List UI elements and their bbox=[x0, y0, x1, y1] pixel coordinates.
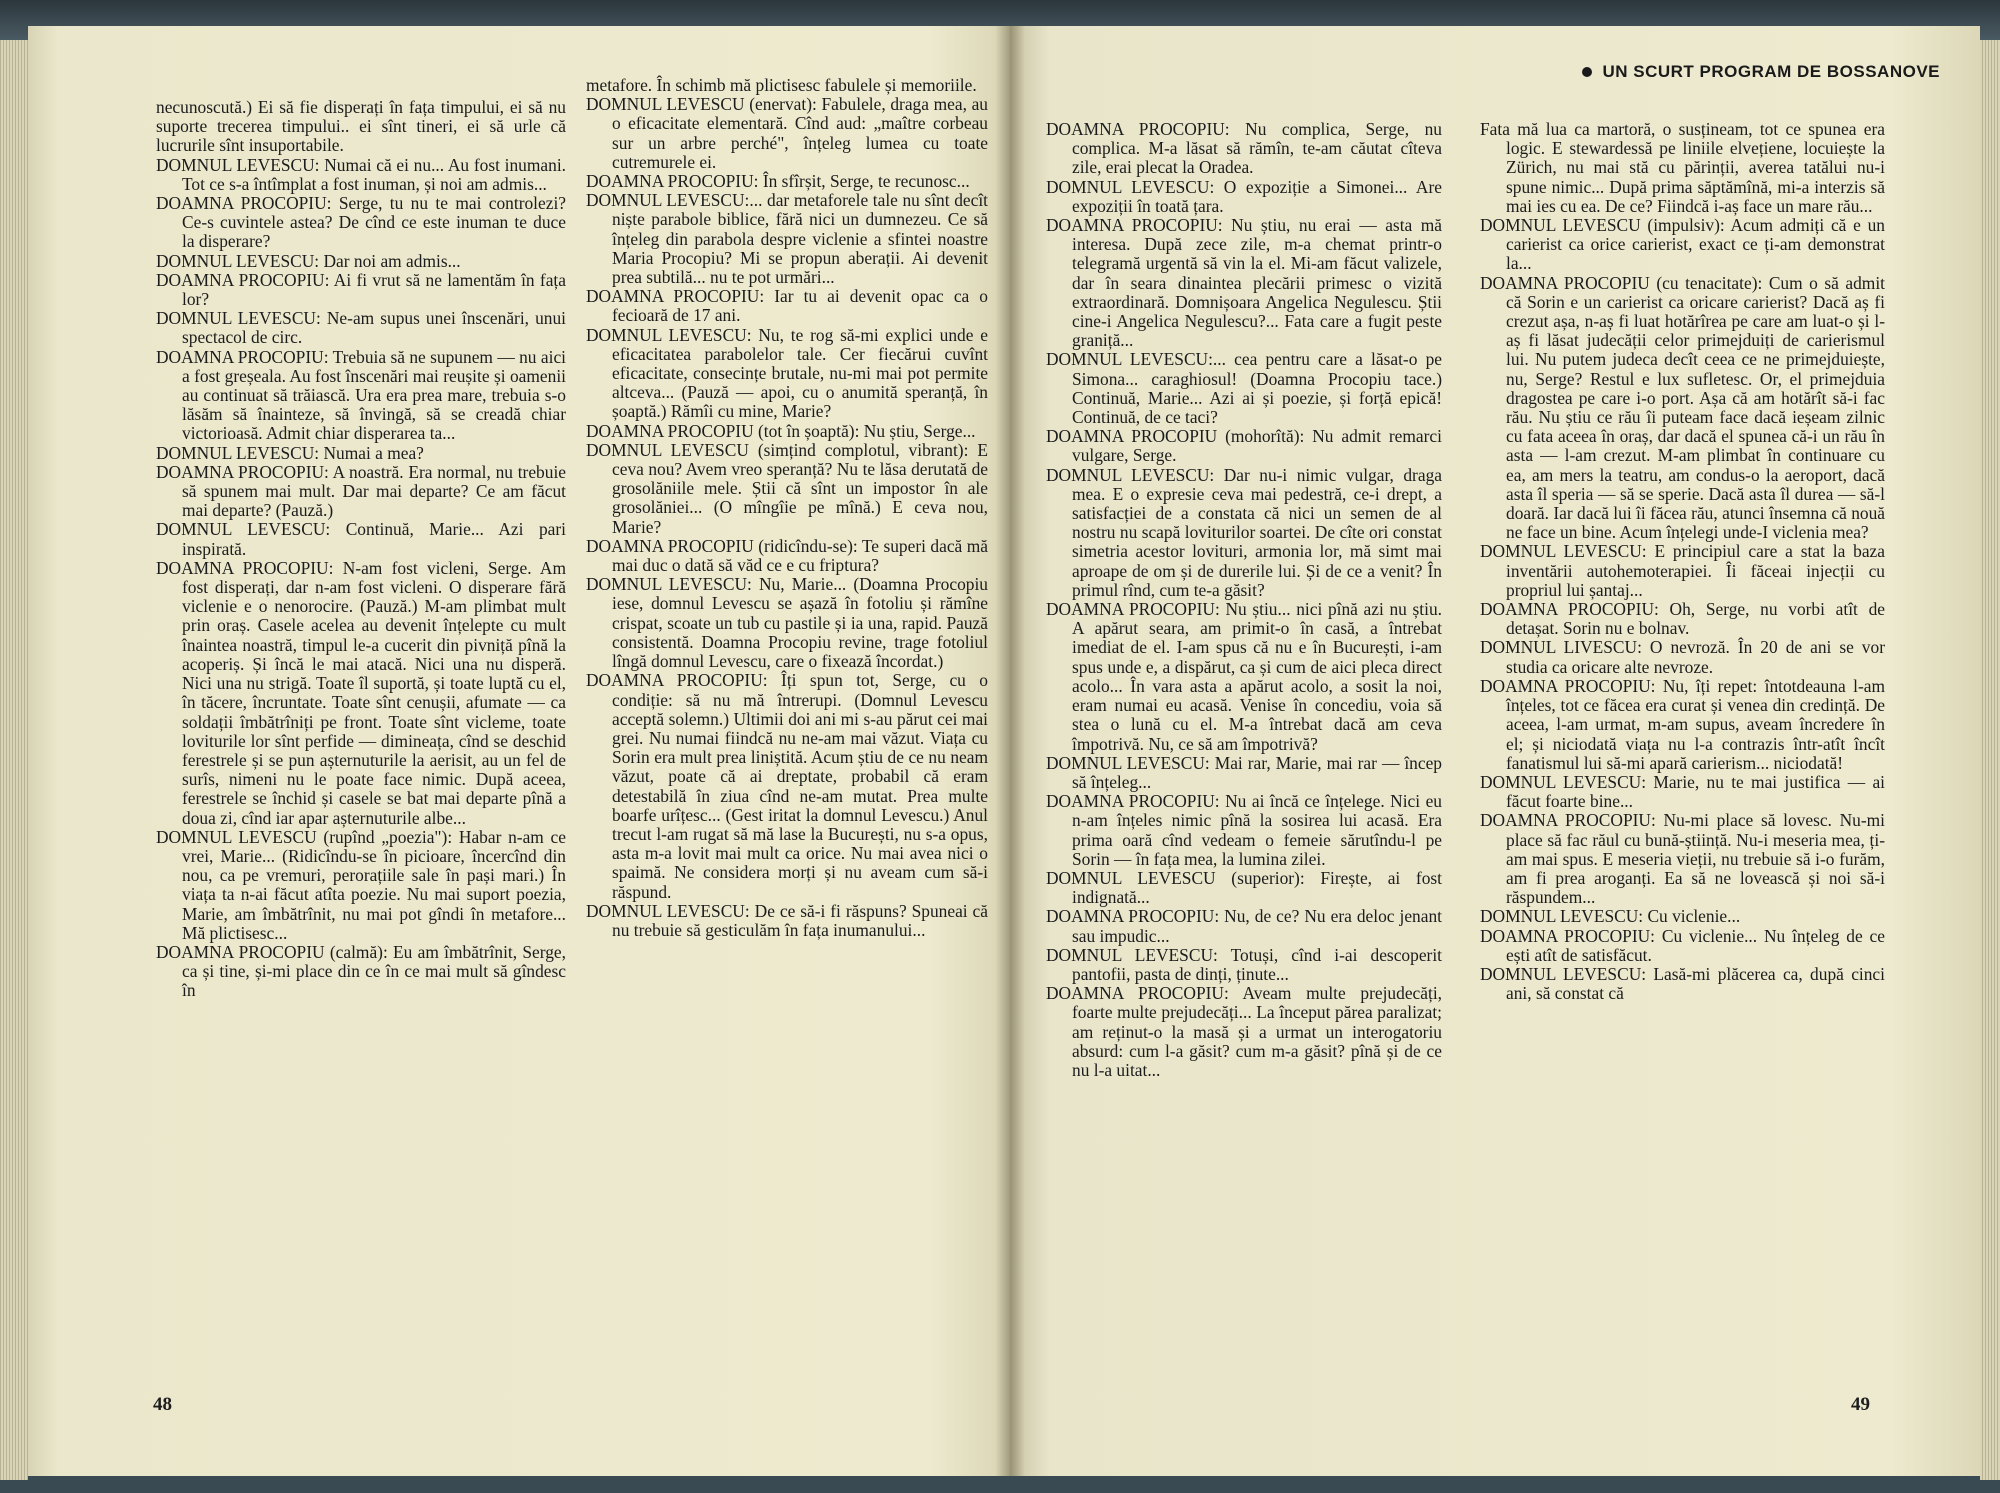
dialogue-paragraph: DOMNUL LEVESCU: Numai a mea? bbox=[156, 442, 424, 463]
dialogue-paragraph: DOMNUL LEVESCU: Marie, nu te mai justifica — ai făcut foarte bine... bbox=[1480, 771, 1885, 812]
dialogue-paragraph: DOAMNA PROCOPIU (ridicîndu-se): Te superi dacă mă mai duc o dată să văd ce e cu friptura? bbox=[586, 535, 988, 576]
dialogue-paragraph: DOAMNA PROCOPIU: Nu complica, Serge, nu complica. M-a lăsat să rămîn, te-am căutat cîteva zile, erai plecat la Oradea. bbox=[1046, 119, 1442, 178]
left-column-b bbox=[586, 76, 988, 940]
page-edges-left bbox=[0, 40, 28, 1480]
dialogue-paragraph: DOAMNA PROCOPIU: Îți spun tot, Serge, cu o condiție: să nu mă întrerupi. (Domnul Levescu acceptă solemn.) Ultimii doi ani mi s-au părut cei mai grei. Nu numai fiindcă nu ne-am mai văzut. Viața cu Sorin era mult prea liniștită. Acum știu de ce nu neam văzut, poate că ai dreptate, probabil că eram detestabilă în ziua cînd ne-am mutat. Prea multe boarfe urîțesc... (Gest iritat la domnul Levescu.) Anul trecut l-am rugat să mă lase la București, nu s-a opus, asta m-a lovit mai mult ca orice. Nu mai avea nici o spaimă. Ne considera morți și nu aveam cum să-i răspund. bbox=[586, 670, 988, 902]
dialogue-paragraph: DOAMNA PROCOPIU: Nu-mi place să lovesc. Nu-mi place să fac răul cu bună-știință. Nu-i meseria mea, ți-am mai spus. E meseria vieții, nu trebuie să i-o furăm, am fi prea aroganți. Ea să ne lovească și noi să-i răspundem... bbox=[1480, 810, 1885, 908]
dialogue-paragraph: DOAMNA PROCOPIU: Nu ai încă ce înțelege. Nici eu n-am înțeles nimic pînă la sosirea lui acasă. Era prima oară cînd vedeam o femeie sărutîndu-l pe Sorin — în fața mea, la lumina zilei. bbox=[1046, 791, 1442, 869]
dialogue-paragraph: DOMNUL LEVESCU:... dar metaforele tale nu sînt decît niște parabole biblice, fără nici un dumnezeu. Ce să înțeleg din parabola despre viclenie a sfintei noastre Maria Procopiu? Mi se propun aberații. Ai devenit prea subtilă... nu te pot urmări... bbox=[586, 190, 988, 288]
dialogue-paragraph: DOMNUL LEVESCU (superior): Firește, ai fost indignată... bbox=[1046, 867, 1442, 908]
dialogue-paragraph: DOMNUL LEVESCU: Dar noi am admis... bbox=[156, 250, 461, 271]
left-page bbox=[28, 26, 1010, 1476]
dialogue-paragraph: metafore. În schimb mă plictisesc fabulele și memoriile. bbox=[586, 75, 977, 95]
dialogue-paragraph: DOAMNA PROCOPIU: Aveam multe prejudecăți, foarte multe prejudecăți... La început părea paralizat; am reținut-o la masă și a urmat un interogatoriu absurd: cum l-a găsit? cum m-a găsit? pînă și de ce nu l-a uitat... bbox=[1046, 983, 1442, 1080]
book-gutter bbox=[995, 26, 1025, 1476]
page-number-right: 49 bbox=[1851, 1394, 1870, 1415]
page-edges-right bbox=[1980, 40, 2000, 1480]
dialogue-paragraph: DOAMNA PROCOPIU: Serge, tu nu te mai controlezi? Ce-s cuvintele astea? De cînd ce este inuman te duce la disperare? bbox=[156, 193, 566, 252]
dialogue-paragraph: DOAMNA PROCOPIU: Ai fi vrut să ne lamentăm în fața lor? bbox=[156, 269, 566, 310]
right-column-a bbox=[1046, 120, 1442, 1080]
dialogue-paragraph: DOMNUL LEVESCU: Totuși, cînd i-ai descoperit pantofii, pasta de dinți, ținute... bbox=[1046, 944, 1442, 984]
dialogue-paragraph: DOMNUL LEVESCU: Nu, Marie... (Doamna Procopiu iese, domnul Levescu se așază în fotoliu și rămîne crispat, scoate un tub cu pastile și ia una, rapid. Pauză consistentă. Doamna Procopiu revine, trage fotoliul lîngă domnul Levescu, care o fixează încordat.) bbox=[586, 574, 988, 672]
bullet-icon bbox=[1582, 67, 1592, 77]
dialogue-paragraph: DOMNUL LEVESCU: O expoziție a Simonei... Are expoziții în toată țara. bbox=[1046, 176, 1442, 216]
left-column-a bbox=[156, 98, 566, 1001]
dialogue-paragraph: DOMNUL LEVESCU (simțind complotul, vibrant): E ceva nou? Avem vreo speranță? Nu te lăsa derutată de grosolăniile mele. Știi că sînt un impostor în ale grosolăniei... (O mîngîie pe mînă.) E ceva nou, Marie? bbox=[586, 439, 988, 537]
dialogue-paragraph: DOMNUL LEVESCU: Lasă-mi plăcerea ca, după cinci ani, să constat că bbox=[1480, 963, 1885, 1004]
running-header bbox=[1582, 62, 1940, 82]
dialogue-paragraph: DOMNUL LEVESCU (rupînd „poezia"): Habar n-am ce vrei, Marie... (Ridicîndu-se în picioare, încercînd din nou, ca pe vremuri, perorațiile sale în pași mari.) În viața ta n-ai făcut atîta poezie. Nu mai suport poezia, Marie, am îmbătrînit, nu mai pot gîndi în metafore... Mă plictisesc... bbox=[156, 826, 566, 943]
dialogue-paragraph: DOAMNA PROCOPIU (mohorîtă): Nu admit remarci vulgare, Serge. bbox=[1046, 426, 1442, 466]
running-header-title: UN SCURT PROGRAM DE BOSSANOVE bbox=[1602, 62, 1940, 81]
dialogue-paragraph: DOMNUL LEVESCU: Mai rar, Marie, mai rar — încep să înțeleg... bbox=[1046, 752, 1442, 792]
dialogue-paragraph: DOAMNA PROCOPIU: În sfîrșit, Serge, te recunosc... bbox=[586, 171, 970, 192]
dialogue-paragraph: DOAMNA PROCOPIU: N-am fost vicleni, Serge. Am fost disperați, dar n-am fost vicleni. O disperare fără viclenie e o nenorocire. (Pauză.) M-am plimbat mult prin oraș. Casele acelea au devenit înțelepte cu mult înaintea noastră, timpul le-a cucerit din pivniță pînă la acoperiș. Și încă le mai atacă. Nici una nu disperă. Nici una nu strigă. Toate îl suportă, și toate luptă cu el, în tăcere, încruntate. Toate sînt cenușii, afumate — ca soldații îmbătrîniți pe front. Toate sînt vicleme, toate loviturile lor sînt perfide — dimineața, cînd se deschid ferestrele și se pun așternuturile la aerisit, au un fel de surîs, nimeni nu le poate face nimic. După aceea, ferestrele se închid și casele se bat mai departe pînă a doua zi, cînd iar apar așternuturile albe... bbox=[156, 557, 566, 828]
dialogue-paragraph: DOAMNA PROCOPIU: Oh, Serge, nu vorbi atît de detașat. Sorin nu e bolnav. bbox=[1480, 599, 1885, 639]
dialogue-paragraph: DOMNUL LEVESCU (enervat): Fabulele, draga mea, au o eficacitate elementară. Cînd aud: „maître corbeau sur un arbre perché", înțeleg lumea cu toate cutremurele ei. bbox=[586, 94, 988, 172]
dialogue-paragraph: DOMNUL LEVESCU: Dar nu-i nimic vulgar, draga mea. E o expresie ceva mai pedestră, ce-i drept, a satisfacției de a constata că nici un semen de al nostru nu scapă loviturilor soartei. De cîte ori constat simetria acestor lovituri, armonia lor, mă simt mai aproape de om și de durerile lui. Și de ce a venit? În primul rînd, cum te-a găsit? bbox=[1046, 464, 1442, 600]
dialogue-paragraph: DOMNUL LEVESCU (impulsiv): Acum admiți că e un carierist ca orice carierist, exact ce ți-am demonstrat la... bbox=[1480, 215, 1885, 274]
dialogue-paragraph: DOMNUL LIVESCU: O nevroză. În 20 de ani se vor studia ca oricare alte nevroze. bbox=[1480, 637, 1885, 677]
dialogue-paragraph: DOAMNA PROCOPIU: Trebuia să ne supunem — nu aici a fost greșeala. Au fost înscenări mai reușite și oamenii au continuat să trăiască. Ura era prea mare, trebuia s-o lăsăm să înainteze, să învingă, să se creadă chiar victorioasă. Admit chiar disperarea ta... bbox=[156, 346, 566, 444]
dialogue-paragraph: DOAMNA PROCOPIU: Nu, de ce? Nu era deloc jenant sau impudic... bbox=[1046, 906, 1442, 946]
dialogue-paragraph: DOAMNA PROCOPIU: Nu știu... nici pînă azi nu știu. A apărut seara, am primit-o în casă, a întrebat imediat de el. I-am spus că nu e în București, i-am spus unde e, a dispărut, ca și cum de aici pleca direct acolo... În vara asta a apărut acolo, a sosit la noi, eram numai eu acasă. Venise în concediu, voia să stea o lună cu el. M-a întrebat dacă am ceva împotrivă. Nu, ce să am împotrivă? bbox=[1046, 599, 1442, 754]
dialogue-paragraph: DOAMNA PROCOPIU: Cu viclenie... Nu înțeleg de ce ești atît de satisfăcut. bbox=[1480, 925, 1885, 965]
page-number-left: 48 bbox=[153, 1394, 172, 1415]
dialogue-paragraph: DOAMNA PROCOPIU (calmă): Eu am îmbătrînit, Serge, ca și tine, și-mi place din ce în ce mai mult să gîndesc în bbox=[156, 941, 566, 1001]
dialogue-paragraph: DOMNUL LEVESCU: Cu viclenie... bbox=[1480, 906, 1741, 927]
dialogue-paragraph: DOMNUL LEVESCU: Ne-am supus unei înscenări, unui spectacol de circ. bbox=[156, 308, 566, 348]
dialogue-paragraph: DOMNUL LEVESCU: Numai că ei nu... Au fost inumani. Tot ce s-a întîmplat a fost inuman, și noi am admis... bbox=[156, 154, 566, 194]
dialogue-paragraph: DOMNUL LEVESCU: Continuă, Marie... Azi pari inspirată. bbox=[156, 519, 566, 559]
dialogue-paragraph: DOMNUL LEVESCU:... cea pentru care a lăsat-o pe Simona... caraghiosul! (Doamna Procopiu tace.) Continuă, Marie... Azi ai și poezie, și forță epică! Continuă, de ce taci? bbox=[1046, 349, 1442, 428]
dialogue-paragraph: DOMNUL LEVESCU: E principiul care a stat la baza inventării autohemoterapiei. Îi făceai injecții cu propriul lui șantaj... bbox=[1480, 541, 1885, 600]
right-column-b bbox=[1480, 120, 1885, 1003]
dialogue-paragraph: DOAMNA PROCOPIU: Iar tu ai devenit opac ca o fecioară de 17 ani. bbox=[586, 286, 988, 326]
dialogue-paragraph: DOAMNA PROCOPIU: A noastră. Era normal, nu trebuie să spunem mai mult. Dar mai departe? Ce am făcut mai departe? (Pauză.) bbox=[156, 461, 566, 521]
dialogue-paragraph: DOAMNA PROCOPIU (tot în șoaptă): Nu știu, Serge... bbox=[586, 420, 976, 441]
dialogue-paragraph: Fata mă lua ca martoră, o susțineam, tot ce spunea era logic. E stewardessă pe liniile elvețiene, locuiește la Zürich, nu mai stă cu părinții, averea tatălui nu-i spune nimic... După prima săptămînă, mi-a interzis să mai ies cu ea. De ce? Fiindcă i-aș face un mare rău... bbox=[1480, 119, 1885, 216]
dialogue-paragraph: DOAMNA PROCOPIU: Nu știu, nu erai — asta mă interesa. După zece zile, m-a chemat printr-o telegramă urgentă să vin la el. Mi-am făcut valizele, dar în seara dinaintea plecării primesc o vizită extraordinară. Domnișoara Angelica Negulescu. Știi cine-i Angelica Negulescu?... Fata care a fugit peste graniță... bbox=[1046, 215, 1442, 351]
dialogue-paragraph: DOMNUL LEVESCU: De ce să-i fi răspuns? Spuneai că nu trebuie să gesticulăm în fața inumanului... bbox=[586, 900, 988, 940]
dialogue-paragraph: DOMNUL LEVESCU: Nu, te rog să-mi explici unde e eficacitatea parabolelor tale. Cer fiecărui cuvînt eficacitate, consecințe brutale, nu-mi mai pot permite altceva... (Pauză — apoi, cu o anumită speranță, în șoaptă.) Rămîi cu mine, Marie? bbox=[586, 324, 988, 422]
dialogue-paragraph: DOAMNA PROCOPIU: Nu, îți repet: întotdeauna l-am înțeles, tot ce făcea era curat și venea din credință. De aceea, l-am urmat, m-am supus, aveam încredere în el; și niciodată viața nu l-a contrazis într-atît încît fanatismul lui să-mi apară carierism... niciodată! bbox=[1480, 675, 1885, 773]
right-page bbox=[1010, 26, 1980, 1476]
dialogue-paragraph: necunoscută.) Ei să fie disperați în fața timpului, ei să nu suporte trecerea timpului.. ei sînt tineri, ei să urle că lucrurile sînt insuportabile. bbox=[156, 97, 566, 156]
dialogue-paragraph: DOAMNA PROCOPIU (cu tenacitate): Cum o să admit că Sorin e un carierist ca oricare carierist? Dacă aș fi crezut așa, n-aș fi luat hotărîrea pe care am luat-o și l-aș fi lăsat judecății celor primejduiți de carierismul lui. Nu putem judeca decît ceea ce ne primejduiește, nu, Serge? Restul e lux sufletesc. Or, el primejduia dragostea pe care i-o port. Așa că am hotărît să-i fac rău. Nu știu ce rău îi puteam face dacă ieșeam zilnic cu fata aceea în oraș, dar dacă el spunea că-i un rău în asta — l-am crezut. M-am plimbat în continuare cu ea, am mers la teatru, am condus-o la aeroport, dacă asta îl speria — să se sperie. Dacă asta îl durea — să-l doară. Iar dacă lui îi făcea rău, atunci însemna că nouă ne face un bine. Acum înțelegi unde-I viclenia mea? bbox=[1480, 272, 1885, 543]
